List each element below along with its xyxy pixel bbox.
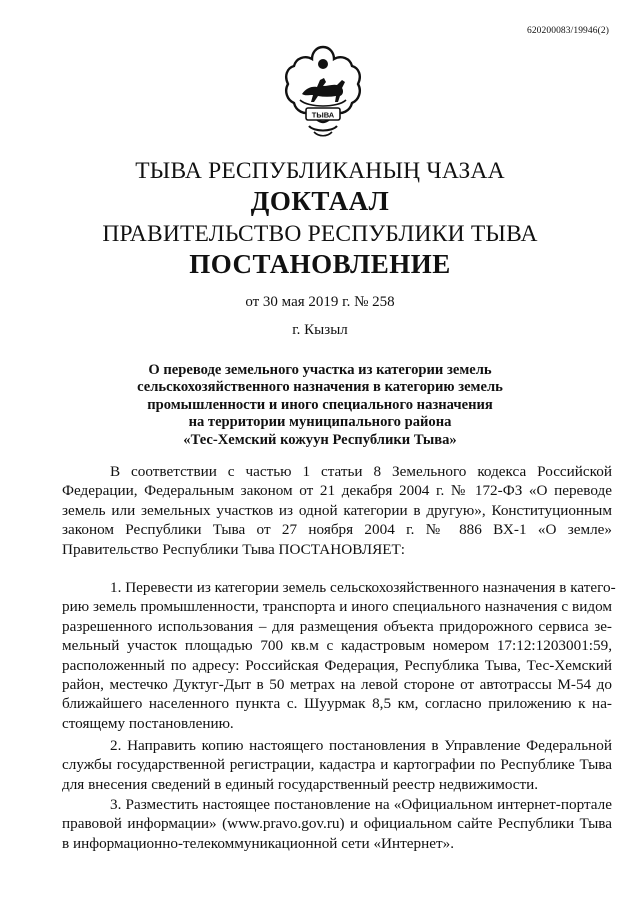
paragraph-line: ближайшего населенного пункта с. Шуурмак 8,5 км, согласно приложению к на- — [62, 695, 612, 713]
paragraph-line: правовой информации» (www.pravo.gov.ru) и официальном сайте Республики Тыва — [62, 815, 612, 833]
document-number: 620200083/19946(2) — [526, 26, 609, 36]
title-line: промышленности и иного специального назначения — [147, 396, 493, 413]
paragraph-line: расположенный по адресу: Российская Федерация, Республика Тыва, Тес-Хемский — [62, 656, 612, 674]
title-line: сельскохозяйственного назначения в категорию земель — [137, 379, 503, 396]
decree-date-number: от 30 мая 2019 г. № 258 — [245, 294, 395, 310]
paragraph-line: законом Республики Тыва от 27 ноября 2004 г. № 886 ВХ-1 «О земле» — [62, 521, 612, 539]
title-line: «Тес-Хемский кожуун Республики Тыва» — [183, 431, 457, 448]
paragraph-line: в информационно-телекоммуникационной сети «Интернет». — [62, 834, 455, 852]
paragraph-line: 1. Перевести из категории земель сельскохозяйственного назначения в катего- — [110, 579, 616, 596]
preamble-paragraph — [62, 462, 612, 559]
paragraph-line: 2. Направить копию настоящего постановления в Управление Федеральной — [110, 737, 612, 754]
emblem-ribbon-text: ТЫВА — [311, 110, 335, 120]
decree-title — [110, 362, 530, 449]
paragraph-line: разрешенного использования – для размещения объекта придорожного сервиса зе- — [62, 617, 612, 635]
decree-city: г. Кызыл — [292, 322, 348, 338]
paragraph-line: для внесения сведений в единый государственный реестр недвижимости. — [62, 775, 539, 793]
paragraph-line: службы государственной регистрации, кадастра и картографии по Республике Тыва — [62, 756, 612, 774]
paragraph-line: Федерации, Федеральным законом от 21 декабря 2004 г. № 172-ФЗ «О переводе — [62, 482, 612, 500]
paragraph-line: мельный участок площадью 700 кв.м с кадастровым номером 17:12:1203001:59, — [62, 637, 612, 655]
item-2-paragraph — [62, 736, 612, 794]
paragraph-line: Правительство Республики Тыва ПОСТАНОВЛЯЕТ: — [62, 540, 405, 558]
paragraph-line: В соответствии с частью 1 статьи 8 Земельного кодекса Российской — [110, 463, 612, 480]
paragraph-line: стоящему постановлению. — [62, 714, 234, 732]
tuva-coat-of-arms-emblem — [284, 44, 362, 144]
paragraph-line: земель или земельных участков из одной категории в другую», Конституционным — [62, 501, 612, 519]
title-line: на территории муниципального района — [188, 414, 452, 431]
header-postanovlenie: ПОСТАНОВЛЕНИЕ — [189, 249, 451, 279]
paragraph-line: 3. Разместить настоящее постановление на «Официальном интернет-портале — [110, 796, 612, 813]
item-1-paragraph — [62, 578, 616, 733]
header-tuvan-government: ТЫВА РЕСПУБЛИКАНЫҢ ЧАЗАА — [135, 158, 505, 184]
header-russian-government: ПРАВИТЕЛЬСТВО РЕСПУБЛИКИ ТЫВА — [102, 221, 538, 247]
paragraph-line: рию земель промышленности, транспорта и иного специального назначения с видом — [62, 598, 612, 616]
item-3-paragraph — [62, 795, 612, 853]
header-doktaal: ДОКТААЛ — [250, 186, 390, 216]
paragraph-line: район, местечко Дуктуг-Дыт в 50 метрах на левой стороне от автотрассы М-54 до — [62, 676, 612, 694]
title-line: О переводе земельного участка из категории земель — [148, 362, 492, 378]
